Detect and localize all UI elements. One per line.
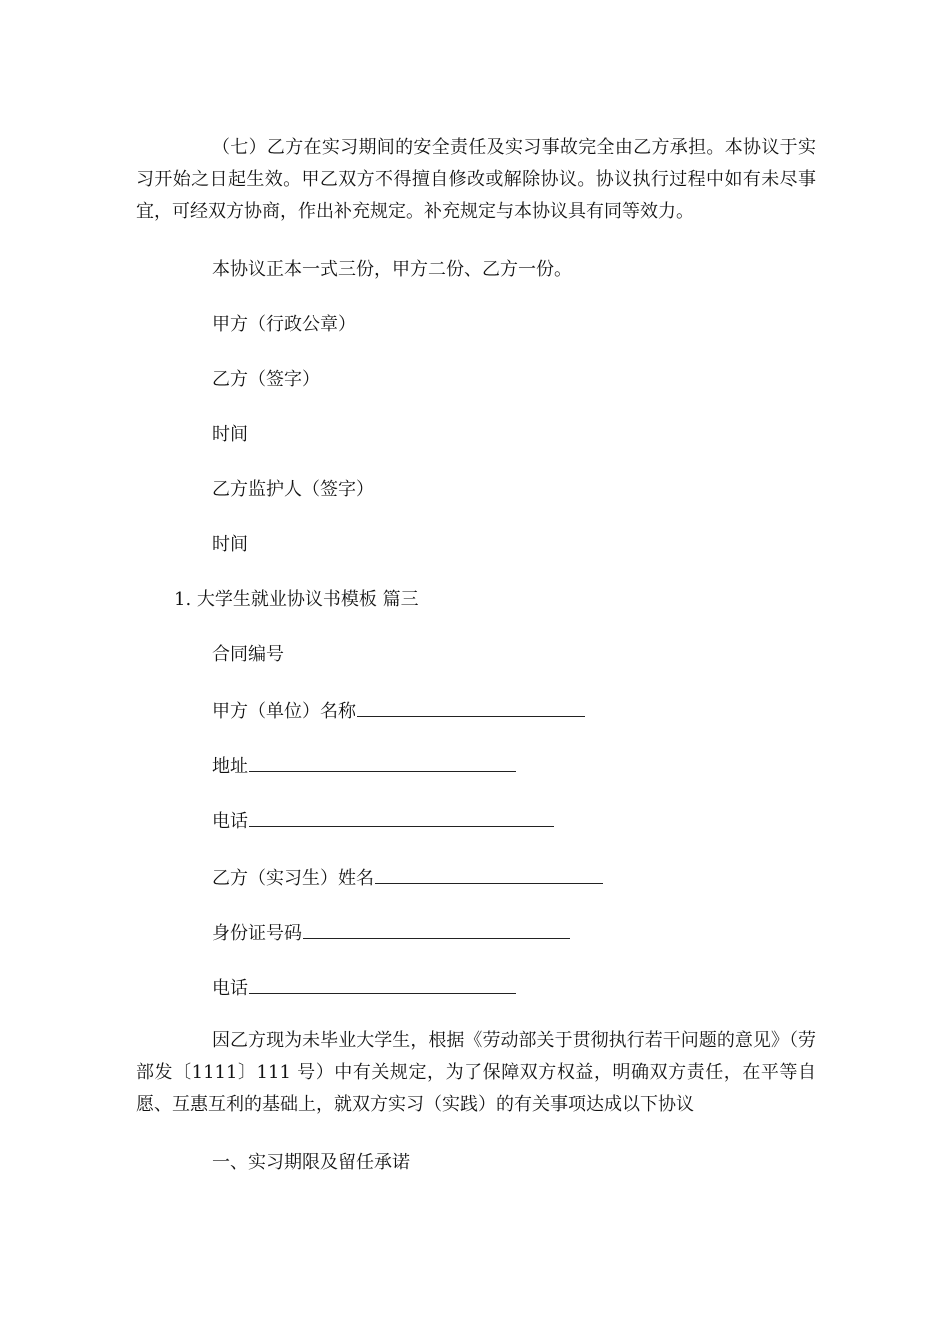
phone-b-field — [212, 975, 516, 1001]
phone-a-label: 电话 — [212, 811, 248, 832]
contract-number-label: 合同编号 — [212, 644, 284, 665]
address-blank — [249, 753, 516, 772]
party-b-name-field — [212, 865, 603, 891]
phone-a-blank — [249, 808, 554, 827]
party-a-seal-line: 甲方（行政公章） — [212, 314, 356, 335]
party-b-name-label: 乙方（实习生）姓名 — [212, 868, 374, 889]
address-label: 地址 — [212, 756, 248, 777]
article-1-heading: 一、实习期限及留任承诺 — [212, 1152, 410, 1173]
guardian-signature-line: 乙方监护人（签字） — [212, 479, 374, 500]
phone-a-field — [212, 808, 554, 834]
address-field — [212, 753, 516, 779]
party-a-name-blank — [357, 698, 585, 717]
intro-paragraph: 因乙方现为未毕业大学生，根据《劳动部关于贯彻执行若干问题的意见》（劳部发〔1111〕111 号）中有关规定，为了保障双方权益，明确双方责任，在平等自愿、互惠互利的基础上，就双方实习（实践）的有关事项达成以下协议 — [136, 1030, 816, 1115]
section-heading: 1. 大学生就业协议书模板 篇三 — [174, 589, 419, 610]
id-number-blank — [303, 920, 570, 939]
party-a-name-field — [212, 698, 585, 724]
phone-b-blank — [249, 975, 516, 994]
party-b-signature-line: 乙方（签字） — [212, 369, 320, 390]
party-a-name-label: 甲方（单位）名称 — [212, 701, 356, 722]
copies-statement: 本协议正本一式三份，甲方二份、乙方一份。 — [212, 259, 572, 280]
phone-b-label: 电话 — [212, 978, 248, 999]
id-number-field — [212, 920, 570, 946]
id-number-label: 身份证号码 — [212, 923, 302, 944]
time-line-1: 时间 — [212, 424, 248, 445]
time-line-2: 时间 — [212, 534, 248, 555]
party-b-name-blank — [375, 865, 603, 884]
paragraph-article-7: （七）乙方在实习期间的安全责任及实习事故完全由乙方承担。本协议于实习开始之日起生效。甲乙双方不得擅自修改或解除协议。协议执行过程中如有未尽事宜，可经双方协商，作出补充规定。补充规定与本协议具有同等效力。 — [136, 137, 816, 222]
